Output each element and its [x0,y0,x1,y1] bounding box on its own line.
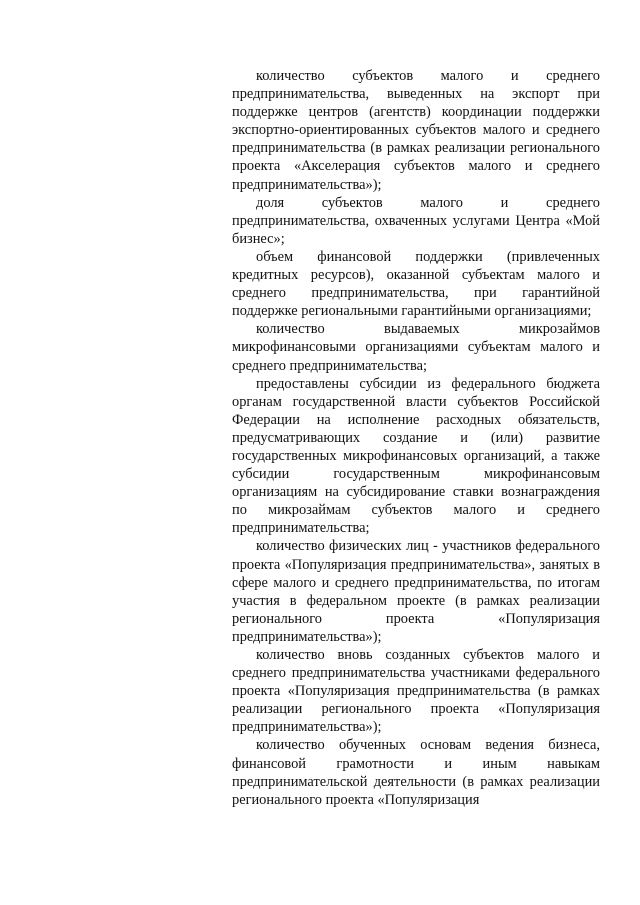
document-page [232,67,600,809]
paragraph-federal-subsidies: предоставлены субсидии из федерального бюджета органам государственной власти субъектов Российской Федерации на исполнение расходных обязательств, предусматривающих создание и (или) развитие государственных микрофинансовых организаций, а также субсидии государственным микрофинансовым организациям на субсидирование ставки вознаграждения по микрозаймам субъектов малого и среднего предпринимательства; [232,375,600,537]
paragraph-participants-employed: количество физических лиц - участников федерального проекта «Популяризация предпринимательства», занятых в сфере малого и среднего предпринимательства, по итогам участия в федеральном проекте (в рамках реализации регионального проекта «Популяризация предпринимательства»); [232,538,600,645]
paragraph-trained-basics: количество обученных основам ведения бизнеса, финансовой грамотности и иным навыкам предпринимательской деятельности (в рамках реализации регионального проекта «Популяризация [232,737,600,808]
paragraph-export-smb: количество субъектов малого и среднего предпринимательства, выведенных на экспорт при поддержке центров (агентств) координации поддержки экспортно-ориентированных субъектов малого и среднего предпринимательства (в рамках реализации регионального проекта «Акселерация субъектов малого и среднего предпринимательства»); [232,68,600,193]
paragraph-my-business-share: доля субъектов малого и среднего предпринимательства, охваченных услугами Центра «Мой бизнес»; [232,194,600,247]
paragraph-new-smb-created: количество вновь созданных субъектов малого и среднего предпринимательства участниками федерального проекта «Популяризация предпринимательства (в рамках реализации регионального проекта «Популяризация предпринимательства»); [232,647,600,736]
paragraph-financial-support: объем финансовой поддержки (привлеченных кредитных ресурсов), оказанной субъектам малого и среднего предпринимательства, при гарантийной поддержке региональными гарантийными организациями; [232,248,600,320]
paragraph-microloans: количество выдаваемых микрозаймов микрофинансовыми организациями субъектам малого и среднего предпринимательства; [232,321,600,374]
